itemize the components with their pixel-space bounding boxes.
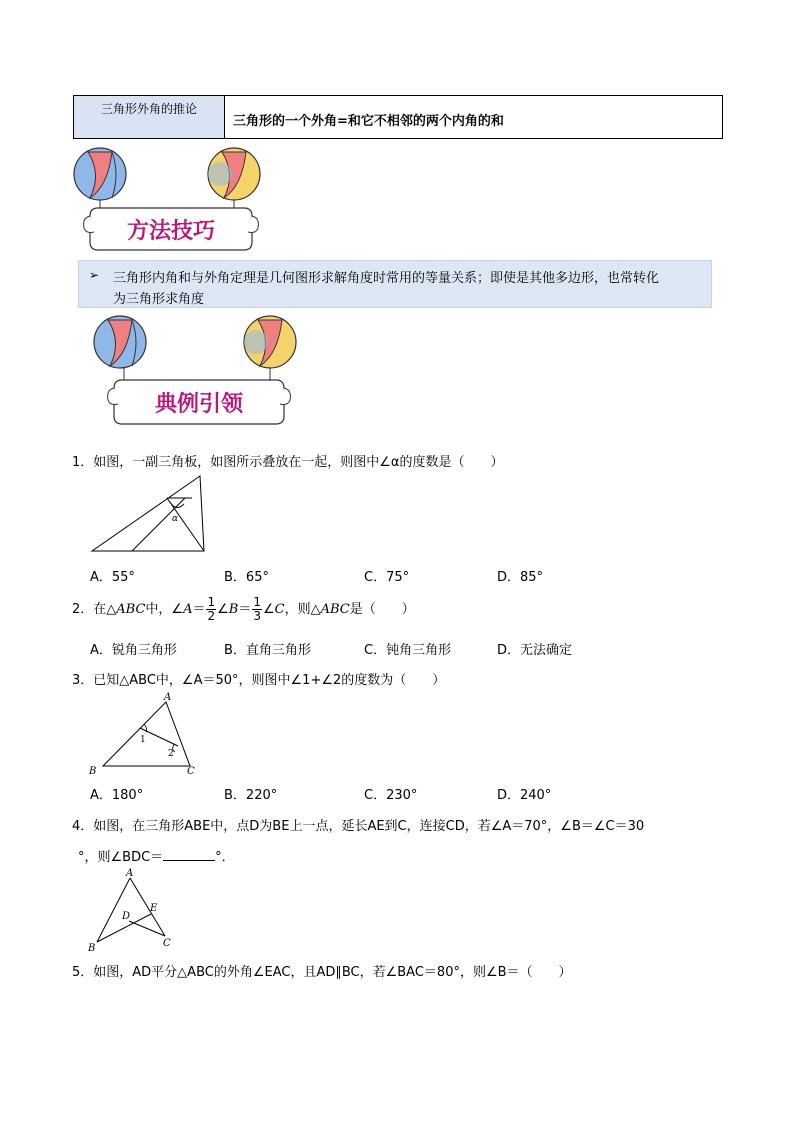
examples-banner-label: 典例引领 <box>154 391 244 417</box>
question-3-figure <box>86 690 201 778</box>
bullet-arrow-icon: ➢ <box>89 268 100 282</box>
theorem-name: 三角形外角的推论 <box>74 96 225 138</box>
vertex-c-label: C <box>163 938 171 949</box>
vertex-a-label: A <box>126 868 134 879</box>
question-3-text: 3．已知△ABC中，∠A＝50°，则图中∠1+∠2的度数为（ ） <box>72 673 446 688</box>
methods-banner <box>68 146 268 256</box>
question-2-option-d[interactable]: D．无法确定 <box>497 643 573 658</box>
question-4-line-2: °，则∠BDC＝ °． <box>78 850 235 865</box>
question-2-option-b[interactable]: B．直角三角形 <box>224 643 311 658</box>
point-e-label: E <box>150 903 158 914</box>
question-1-figure <box>88 474 210 554</box>
question-3-option-a[interactable]: A．180° <box>90 788 144 803</box>
theorem-content: 三角形的一个外角=和它不相邻的两个内角的和 <box>233 114 504 129</box>
ball-icon <box>74 148 126 200</box>
vertex-c-label: C <box>187 766 195 777</box>
examples-banner <box>88 314 298 432</box>
vertex-a-label: A <box>164 692 172 703</box>
angle-1-label: 1 <box>140 735 146 745</box>
vertex-b-label: B <box>89 766 97 777</box>
question-3-option-c[interactable]: C．230° <box>364 788 418 803</box>
angle-2-label: 2 <box>168 749 174 759</box>
point-d-label: D <box>122 911 131 922</box>
fraction-half: $\frac{1}{2}$ <box>207 595 216 623</box>
theorem-table <box>73 95 723 139</box>
question-2-option-c[interactable]: C．钝角三角形 <box>364 643 452 658</box>
ball-icon <box>244 316 296 368</box>
tip-text <box>113 268 708 310</box>
question-1-option-b[interactable]: B．65° <box>224 570 269 585</box>
ball-icon <box>208 148 260 200</box>
question-4-figure <box>86 866 181 954</box>
question-3-option-b[interactable]: B．220° <box>224 788 278 803</box>
methods-banner-label: 方法技巧 <box>126 218 216 244</box>
question-1-text: 1．如图，一副三角板，如图所示叠放在一起，则图中∠α的度数是（ ） <box>72 455 504 470</box>
fraction-third: $\frac{1}{3}$ <box>253 595 261 623</box>
question-4-line-1: 4．如图，在三角形ABE中，点D为BE上一点，延长AE到C，连接CD，若∠A＝70°，∠B＝∠C＝30 <box>72 819 645 834</box>
answer-blank[interactable] <box>163 848 215 861</box>
question-5-text: 5．如图，AD平分△ABC的外角∠EAC，且AD∥BC，若∠BAC＝80°，则∠B＝（ ） <box>72 965 572 980</box>
tip-box <box>78 260 712 308</box>
question-2-text: 2．在△ABC中，∠A＝ $\frac{1}{2}$ ∠B＝ $\frac{1}{3}$ ∠C，则△ABC是（ ） <box>72 595 415 623</box>
question-1-option-d[interactable]: D．85° <box>497 570 544 585</box>
ball-icon <box>94 316 146 368</box>
question-3-option-d[interactable]: D．240° <box>497 788 552 803</box>
vertex-b-label: B <box>88 943 96 954</box>
alpha-label: α <box>172 514 179 524</box>
question-1-option-a[interactable]: A．55° <box>90 570 135 585</box>
question-1-option-c[interactable]: C．75° <box>364 570 410 585</box>
tip-line-2: 为三角形求角度 <box>113 292 205 307</box>
tip-line-1: 三角形内角和与外角定理是几何图形求解角度时常用的等量关系；即使是其他多边形，也常转化 <box>113 271 660 286</box>
question-2-option-a[interactable]: A．锐角三角形 <box>90 643 177 658</box>
